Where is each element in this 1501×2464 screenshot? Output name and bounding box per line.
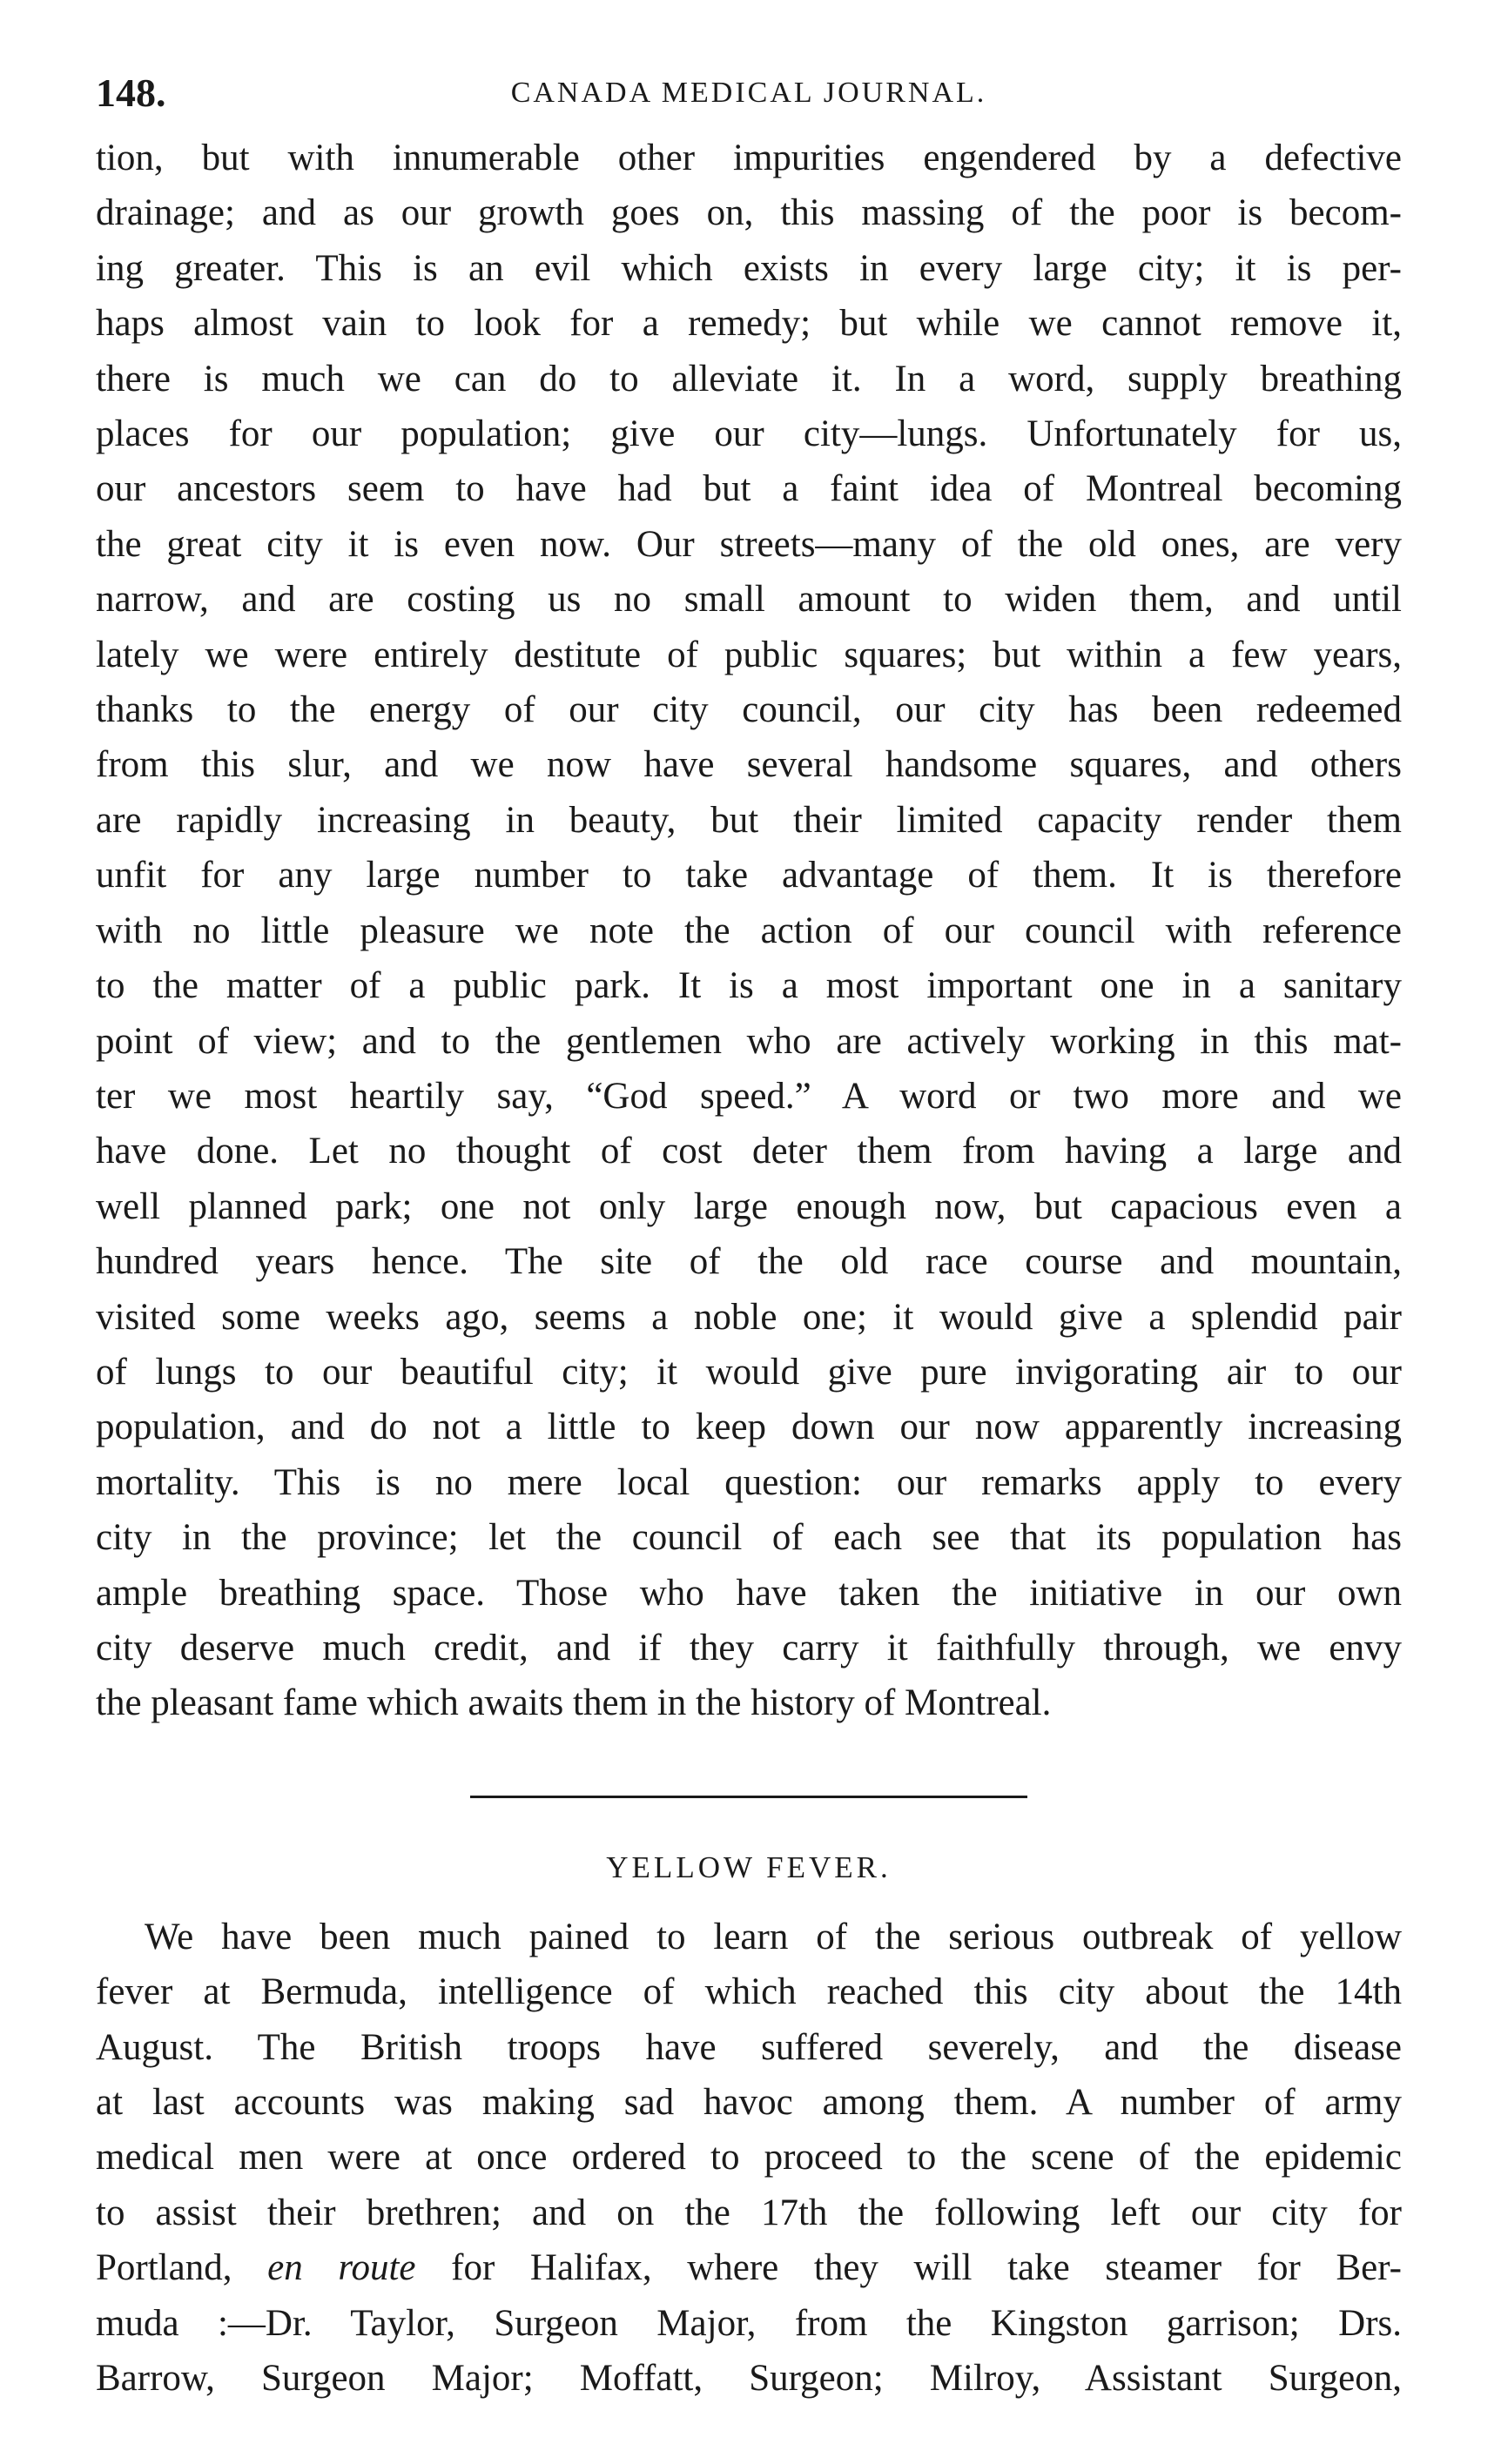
text-line: fever at Bermuda, intelligence of which reached this city about the 14th (96, 1971, 1402, 2013)
text-line: narrow, and are costing us no small amount to widen them, and until (96, 579, 1402, 621)
text-line: ample breathing space. Those who have taken the initiative in our own (96, 1572, 1402, 1614)
text-line: population, and do not a little to keep down our now apparently increasing (96, 1407, 1402, 1448)
text-line: We have been much pained to learn of the serious outbreak of yellow (145, 1916, 1402, 1957)
section-divider (470, 1796, 1027, 1798)
text-line: with no little pleasure we note the action of our council with reference (96, 910, 1402, 951)
text-line: hundred years hence. The site of the old race course and mountain, (96, 1241, 1402, 1283)
text-line: drainage; and as our growth goes on, this massing of the poor is becom- (96, 192, 1402, 234)
text-line: mortality. This is no mere local question: our remarks apply to every (96, 1461, 1402, 1503)
text-fragment: Portland, (96, 2247, 268, 2289)
text-line: medical men were at once ordered to proceed to the scene of the epidemic (96, 2137, 1402, 2179)
text-line: ing greater. This is an evil which exists in every large city; it is per- (96, 247, 1402, 289)
text-line: at last accounts was making sad havoc among them. A number of army (96, 2082, 1402, 2123)
text-line: are rapidly increasing in beauty, but their limited capacity render them (96, 799, 1402, 841)
text-line: to assist their brethren; and on the 17th the following left our city for (96, 2192, 1402, 2233)
text-line: our ancestors seem to have had but a faint idea of Montreal becoming (96, 468, 1402, 510)
text-line: tion, but with innumerable other impurities engendered by a defective (96, 138, 1402, 178)
text-line: there is much we can do to alleviate it. In a word, supply breathing (96, 358, 1402, 399)
text-line: places for our population; give our city—lungs. Unfortunately for us, (96, 413, 1402, 455)
text-line: Barrow, Surgeon Major; Moffatt, Surgeon; Milroy, Assistant Surgeon, (96, 2358, 1402, 2400)
page-number: 148. (96, 70, 166, 115)
section-heading: YELLOW FEVER. (606, 1850, 892, 1884)
journal-title: CANADA MEDICAL JOURNAL. (510, 77, 987, 109)
text-line: unfit for any large number to take advantage of them. It is therefore (96, 855, 1402, 896)
text-line: of lungs to our beautiful city; it would give pure invigorating air to our (96, 1351, 1402, 1393)
running-head (96, 70, 1402, 131)
text-line: thanks to the energy of our city council, our city has been redeemed (96, 689, 1402, 731)
text-line (96, 2240, 1402, 2295)
text-line: the great city it is even now. Our streets—many of the old ones, are very (96, 523, 1402, 565)
italic-phrase: en route (267, 2247, 416, 2289)
text-line: city deserve much credit, and if they carry it faithfully through, we envy (96, 1627, 1402, 1668)
text-line: visited some weeks ago, seems a noble one; it would give a splendid pair (96, 1296, 1402, 1338)
text-fragment: for Halifax, where they will take steamer for Ber- (415, 2247, 1402, 2289)
text-line: ter we most heartily say, “God speed.” A word or two more and we (96, 1075, 1402, 1117)
text-line: point of view; and to the gentlemen who are actively working in this mat- (96, 1020, 1402, 1062)
yellow-fever-paragraph (96, 1910, 1402, 2407)
text-line: August. The British troops have suffered severely, and the disease (96, 2026, 1402, 2068)
text-line: have done. Let no thought of cost deter them from having a large and (96, 1131, 1402, 1172)
editorial-paragraph (96, 131, 1402, 1731)
text-line: the pleasant fame which awaits them in the history of Montreal. (96, 1682, 1052, 1724)
text-line: from this slur, and we now have several handsome squares, and others (96, 744, 1402, 786)
text-line: city in the province; let the council of each see that its population has (96, 1517, 1402, 1559)
text-line: muda :—Dr. Taylor, Surgeon Major, from the Kingston garrison; Drs. (96, 2302, 1402, 2344)
journal-page (96, 70, 1402, 2406)
text-line: haps almost vain to look for a remedy; but while we cannot remove it, (96, 303, 1402, 345)
text-line: well planned park; one not only large enough now, but capacious even a (96, 1185, 1402, 1227)
text-line: lately we were entirely destitute of public squares; but within a few years, (96, 634, 1402, 675)
text-line: to the matter of a public park. It is a most important one in a sanitary (96, 965, 1402, 1007)
